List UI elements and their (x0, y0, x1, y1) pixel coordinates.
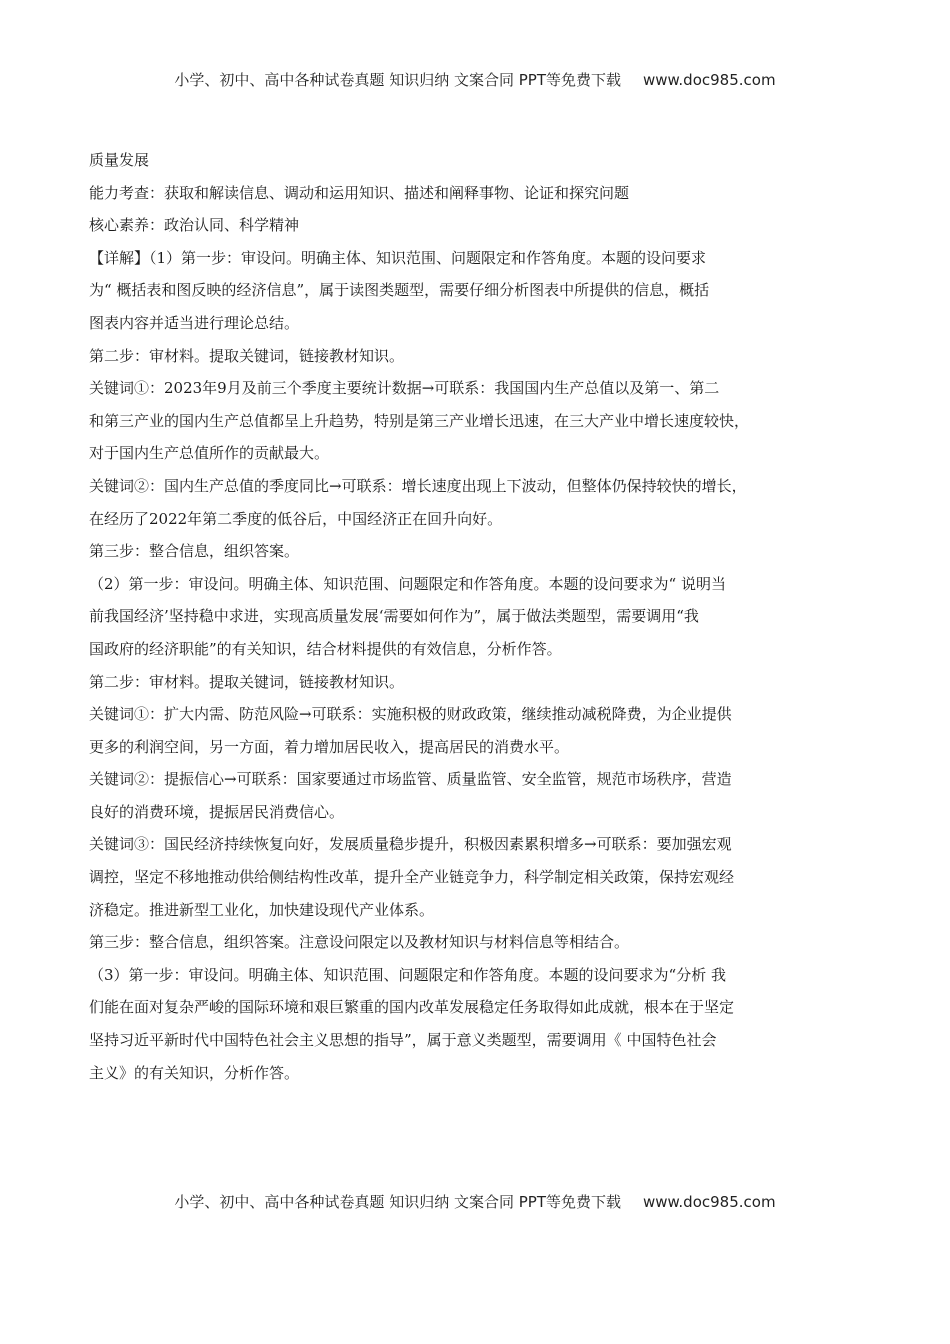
body-line: 核心素养：政治认同、科学精神 (89, 216, 300, 235)
header-site-link[interactable]: www.doc985.com (642, 71, 776, 89)
header-text: 小学、初中、高中各种试卷真题 知识归纳 文案合同 PPT等免费下载 (174, 71, 621, 89)
body-line: 第二步：审材料。提取关键词，链接教材知识。 (89, 346, 405, 365)
body-line: 第二步：审材料。提取关键词，链接教材知识。 (89, 672, 405, 691)
body-line: 关键词②：提振信心→可联系：国家要通过市场监管、质量监管、安全监管，规范市场秩序，营造 (89, 770, 732, 789)
body-line: （2）第一步：审设问。明确主体、知识范围、问题限定和作答角度。本题的设问要求为“ 说明当 (89, 574, 726, 593)
body-line: 主义》的有关知识，分析作答。 (89, 1063, 300, 1082)
page-footer (0, 1191, 950, 1212)
body-line: 坚持习近平新时代中国特色社会主义思想的指导”，属于意义类题型，需要调用《 中国特色社会 (89, 1031, 717, 1050)
body-line: 关键词②：国内生产总值的季度同比→可联系：增长速度出现上下波动，但整体仍保持较快的增长， (89, 476, 747, 495)
body-line: 前我国经济’坚持稳中求进，实现高质量发展‘需要如何作为”，属于做法类题型，需要调用“我 (89, 607, 699, 626)
body-line: 国政府的经济职能”的有关知识，结合材料提供的有效信息，分析作答。 (89, 639, 562, 658)
body-line: （3）第一步：审设问。明确主体、知识范围、问题限定和作答角度。本题的设问要求为“分析 我 (89, 965, 726, 984)
body-line: 们能在面对复杂严峻的国际环境和艰巨繁重的国内改革发展稳定任务取得如此成就，根本在于坚定 (89, 998, 735, 1017)
body-line: 质量发展 (89, 151, 150, 169)
body-line: 关键词③：国民经济持续恢复向好，发展质量稳步提升，积极因素累积增多→可联系：要加强宏观 (89, 835, 732, 854)
body-line: 第三步：整合信息，组织答案。注意设问限定以及教材知识与材料信息等相结合。 (89, 933, 630, 952)
body-line: 良好的消费环境，提振居民消费信心。 (89, 802, 345, 821)
body-line: 图表内容并适当进行理论总结。 (89, 313, 300, 332)
body-line: 关键词①：扩大内需、防范风险→可联系：实施积极的财政政策，继续推动减税降费，为企业提供 (89, 705, 732, 724)
body-line: 和第三产业的国内生产总值都呈上升趋势，特别是第三产业增长迅速，在三大产业中增长速度较快， (89, 411, 750, 430)
footer-site-link[interactable]: www.doc985.com (642, 1193, 776, 1211)
body-line: 关键词①：2023年9月及前三个季度主要统计数据→可联系：我国国内生产总值以及第一、第二 (89, 379, 720, 398)
body-line: 【详解】（1）第一步：审设问。明确主体、知识范围、问题限定和作答角度。本题的设问要求 (89, 248, 707, 267)
body-line: 调控，坚定不移地推动供给侧结构性改革，提升全产业链竞争力，科学制定相关政策，保持宏观经 (89, 868, 735, 887)
body-line: 能力考查：获取和解读信息、调动和运用知识、描述和阐释事物、论证和探究问题 (89, 183, 630, 202)
body-line: 在经历了2022年第二季度的低谷后，中国经济正在回升向好。 (89, 509, 503, 528)
body-line: 对于国内生产总值所作的贡献最大。 (89, 444, 330, 463)
body-line: 为“ 概括表和图反映的经济信息”，属于读图类题型，需要仔细分析图表中所提供的信息，概括 (89, 281, 710, 300)
document-body (89, 144, 819, 1089)
body-line: 济稳定。推进新型工业化，加快建设现代产业体系。 (89, 900, 435, 919)
footer-text: 小学、初中、高中各种试卷真题 知识归纳 文案合同 PPT等免费下载 (174, 1193, 621, 1211)
page-header (0, 69, 950, 90)
body-line: 第三步：整合信息，组织答案。 (89, 542, 300, 561)
body-line: 更多的利润空间，另一方面，着力增加居民收入，提高居民的消费水平。 (89, 737, 570, 756)
